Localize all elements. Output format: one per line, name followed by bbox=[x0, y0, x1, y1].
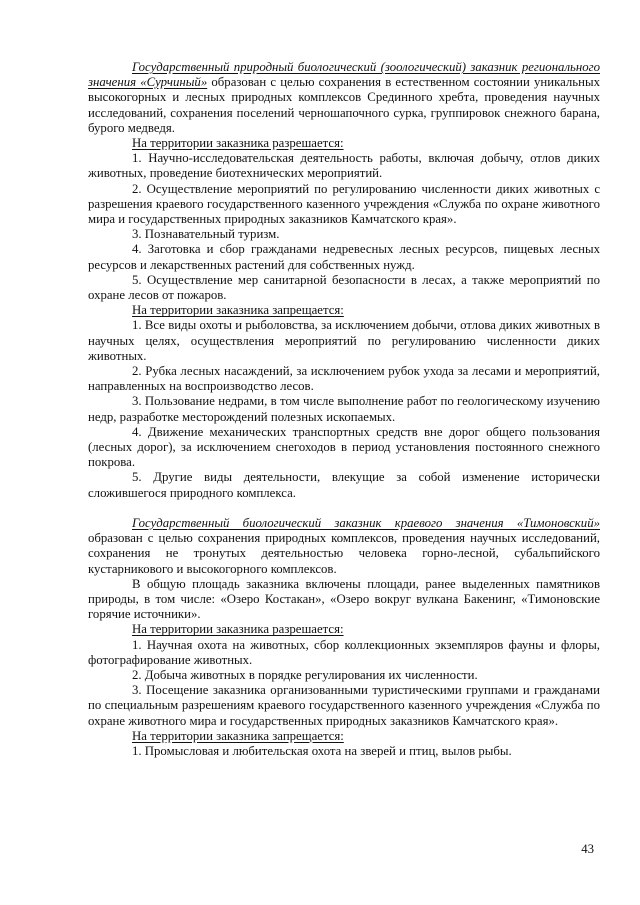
list-item: 1. Промысловая и любительская охота на зверей и птиц, вылов рыбы. bbox=[132, 743, 512, 758]
list-item: 4. Движение механических транспортных средств вне дорог общего пользования (лесных дорог), за исключением снегоходов в период установления постоянного снежного покрова. bbox=[88, 424, 600, 470]
list-item: 5. Осуществление мер санитарной безопасности в лесах, а также мероприятий по охране лесов от пожаров. bbox=[88, 272, 600, 303]
zakaznik2-allowed-heading: На территории заказника разрешается: bbox=[132, 622, 344, 637]
list-item: 1. Все виды охоты и рыболовства, за исключением добычи, отлова диких животных в научных целях, осуществления мероприятий по регулированию численности диких животных. bbox=[88, 318, 600, 363]
zakaznik2-area: В общую площадь заказника включены площади, ранее выделенных памятников природы, в том числе: «Озеро Костакан», «Озеро вокруг вулкана Бакенинг, «Тимоновские горячие источники». bbox=[88, 576, 600, 622]
zakaznik1-intro: Государственный природный биологический (зоологический) заказник регионального значения «Сурчиный» образован с целью сохранения в естественном состоянии уникальных высокогорных и лесных природных комплексов Срединного хребта, проведения научных исследований, сохранения поселений черношапочного сурка, группировок снежного барана, бурого медведя. bbox=[88, 60, 600, 135]
list-item: 3. Посещение заказника организованными туристическими группами и гражданами по специальным разрешениям краевого государственного казенного учреждения «Служба по охране животного мира и государственных природных заказников Камчатского края». bbox=[88, 683, 600, 728]
zakaznik1-forbidden-heading: На территории заказника запрещается: bbox=[132, 303, 344, 318]
section-gap bbox=[88, 501, 600, 516]
list-item: 1. Научная охота на животных, сбор коллекционных экземпляров фауны и флоры, фотографирование животных. bbox=[88, 637, 600, 667]
zakaznik2-intro: Государственный биологический заказник краевого значения «Тимоновский» образован с целью сохранения природных комплексов, проведения научных исследований, сохранения не тронутых деятельностью человека горно-лесной, субальпийского кустарникового и высокогорного комплексов. bbox=[88, 515, 600, 576]
list-item: 5. Другие виды деятельности, влекущие за собой изменение исторически сложившегося природного комплекса. bbox=[88, 470, 600, 500]
list-item: 3. Пользование недрами, в том числе выполнение работ по геологическому изучению недр, разработке месторождений полезных ископаемых. bbox=[88, 394, 600, 424]
zakaznik2-forbidden-heading: На территории заказника запрещается: bbox=[132, 728, 344, 743]
list-item: 2. Осуществление мероприятий по регулированию численности диких животных с разрешения краевого государственного казенного учреждения «Служба по охране животного мира и государственных природных заказников Камчатского края». bbox=[88, 181, 600, 227]
zakaznik1-title: Государственный природный биологический (зоологический) заказник регионального значения «Сурчиный» bbox=[88, 60, 600, 90]
page-number: 43 bbox=[581, 842, 594, 856]
list-item: 2. Добыча животных в порядке регулирования их численности. bbox=[132, 667, 478, 682]
zakaznik2-title: Государственный биологический заказник краевого значения «Тимоновский» bbox=[132, 515, 600, 530]
list-item: 3. Познавательный туризм. bbox=[132, 227, 280, 242]
list-item: 4. Заготовка и сбор гражданами недревесных лесных ресурсов, пищевых лесных ресурсов и лекарственных растений для собственных нужд. bbox=[88, 242, 600, 272]
document-page bbox=[88, 60, 600, 759]
list-item: 1. Научно-исследовательская деятельность работы, включая добычу, отлов диких животных, проведение биотехнических мероприятий. bbox=[88, 151, 600, 181]
zakaznik1-allowed-heading: На территории заказника разрешается: bbox=[132, 136, 344, 151]
list-item: 2. Рубка лесных насаждений, за исключением рубок ухода за лесами и мероприятий, направленных на воспроизводство лесов. bbox=[88, 364, 600, 394]
